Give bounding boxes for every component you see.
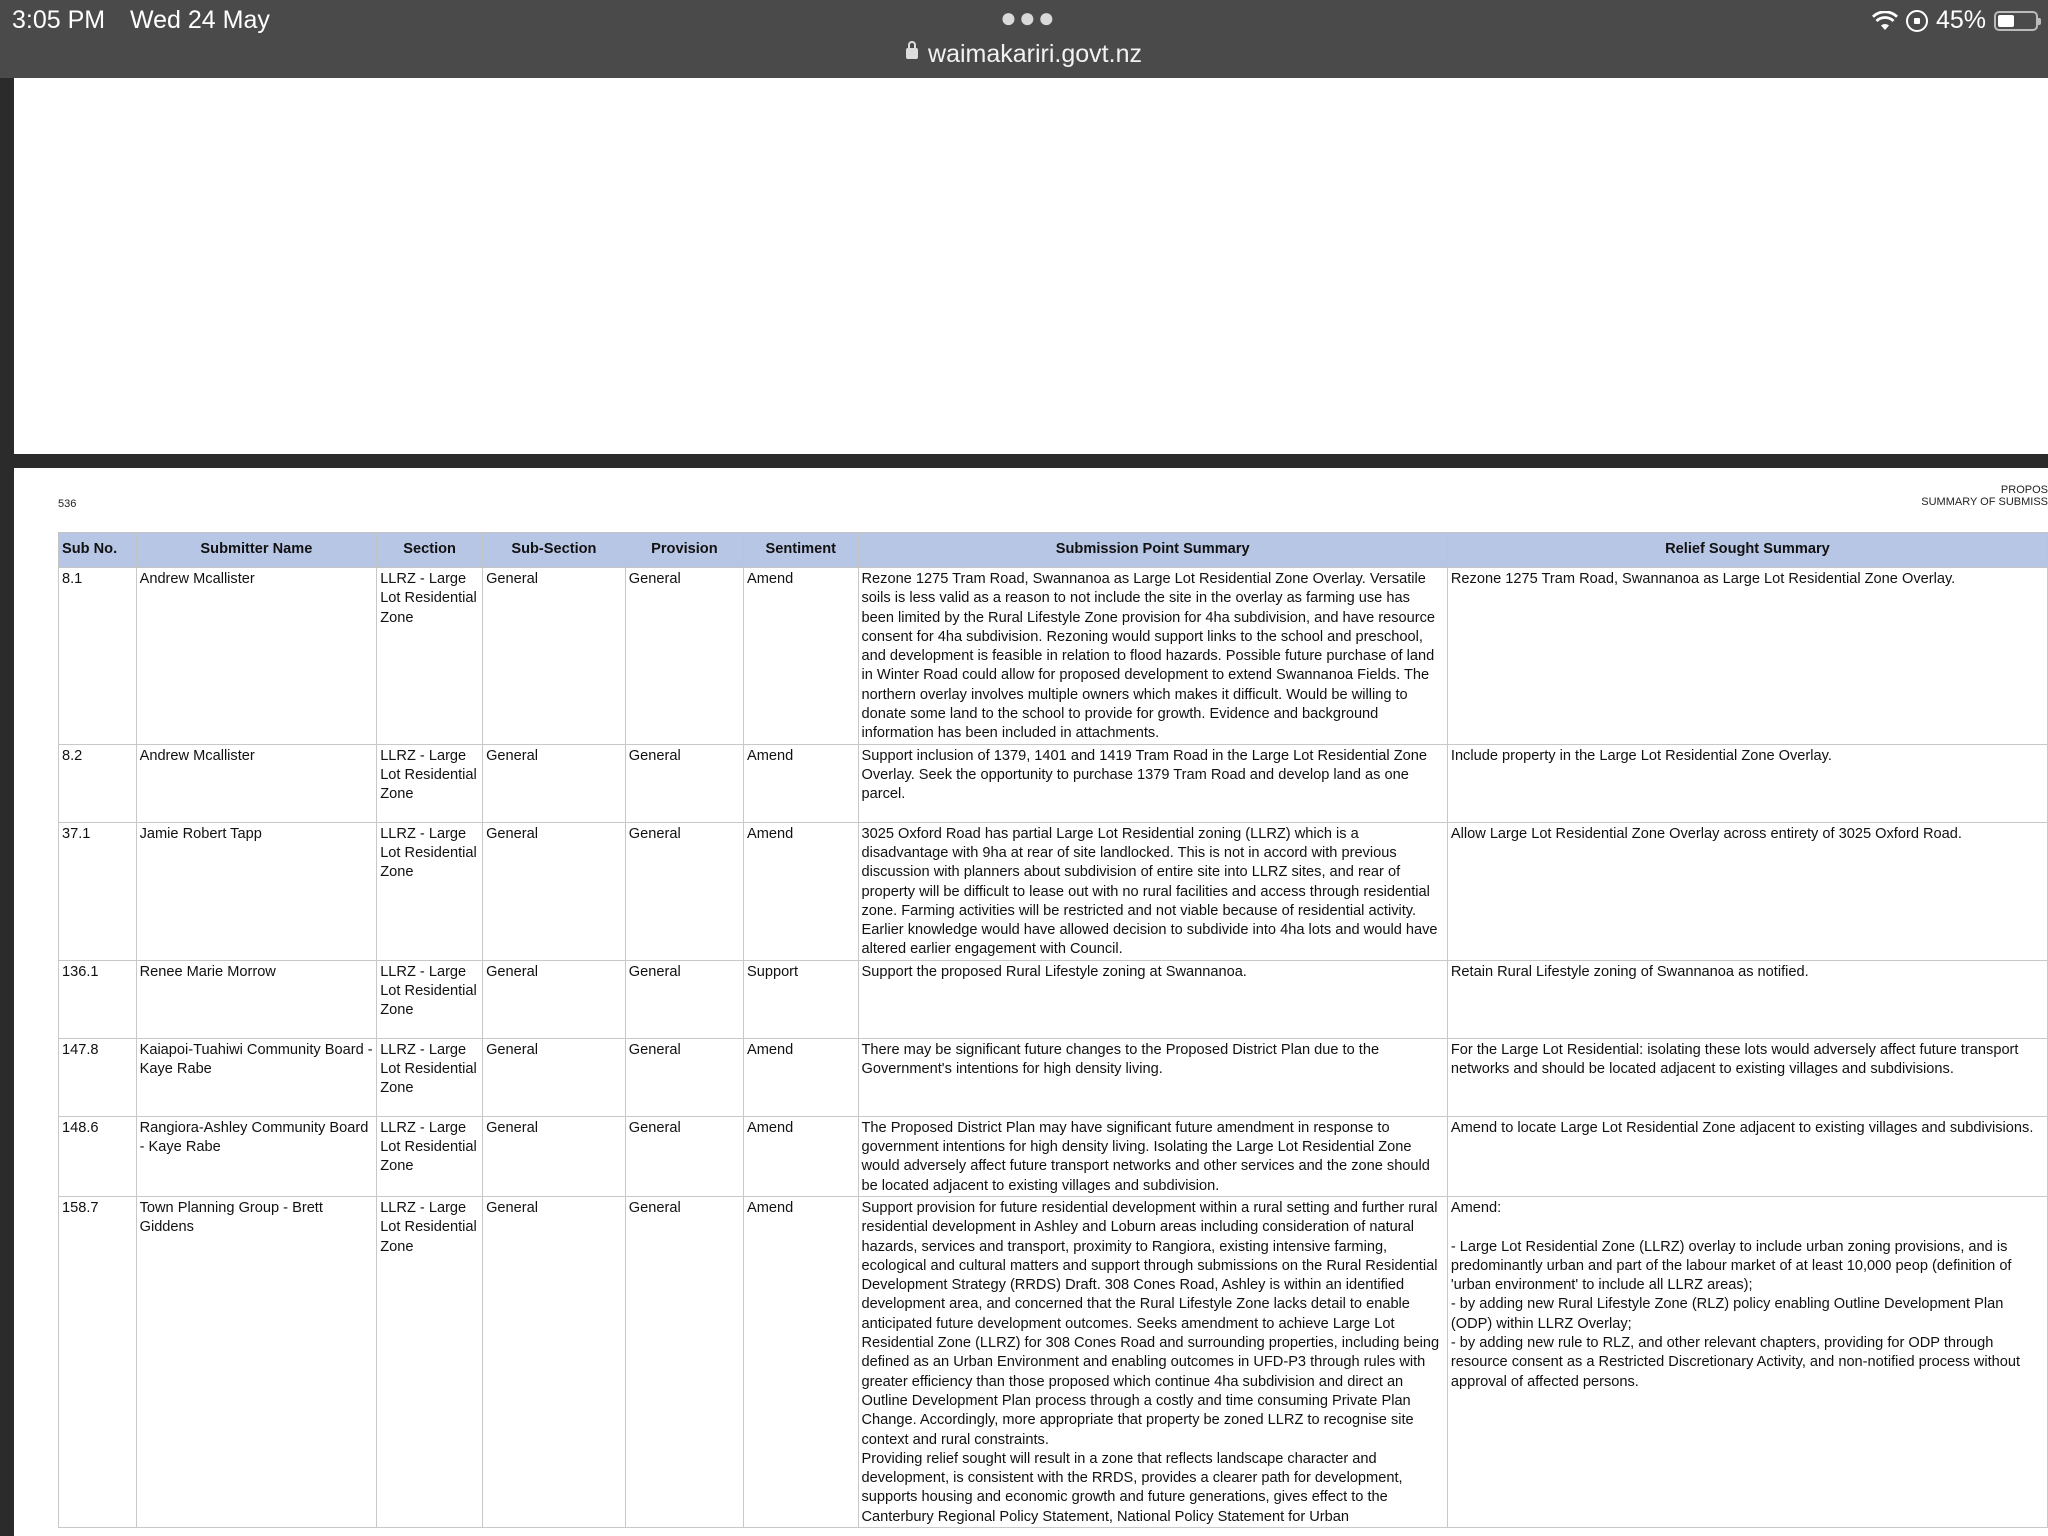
relief-summary: Amend to locate Large Lot Residential Zone adjacent to existing villages and subdivisions. bbox=[1447, 1116, 2047, 1196]
submission-summary: The Proposed District Plan may have significant future amendment in response to government intentions for high density living. Isolating the Large Lot Residential Zone would adversely affect future transport networks and other services and the zone should be located adjacent to existing villages and subdivision. bbox=[858, 1116, 1447, 1196]
column-header: Relief Sought Summary bbox=[1447, 533, 2047, 568]
submission-summary: Support provision for future residential development within a rural setting and further rural residential development in Ashley and Loburn areas including consideration of natural hazards, services and transport, proximity to Rangiora, existing intensive farming, ecological and cultural matters and support through submissions on the Rural Residential Development Strategy (RRDS) Draft. 308 Cones Road, Ashley is within an identified development area, and concerned that the Rural Lifestyle Zone lacks detail to enable anticipated future development outcomes. Seeks amendment to achieve Large Lot Residential Zone (LLRZ) for 308 Cones Road and surrounding properties, including being defined as an Urban Environment and enabling outcomes in UFD-P3 through rules with greater efficiency than those proposed which continue 4ha subdivision and direct an Outline Development Plan process through a costly and time consuming Private Plan Change. Accordingly, more appropriate that property be zoned LLRZ to recognise site context and rural constraints. Providing relief sought will result in a zone that reflects landscape character and development, is consistent with the RRDS, provides a clearer path for development, supports housing and economic growth and future generations, gives effect to the Canterbury Regional Policy Statement, National Policy Statement for Urban bbox=[858, 1196, 1447, 1527]
document-page bbox=[14, 468, 2048, 1536]
battery-fill bbox=[1998, 15, 2014, 27]
page-number: 536 bbox=[58, 498, 77, 510]
wifi-icon bbox=[1872, 11, 1898, 31]
column-header: Sub No. bbox=[59, 533, 137, 568]
relief-summary: Allow Large Lot Residential Zone Overlay across entirety of 3025 Oxford Road. bbox=[1447, 822, 2047, 960]
table-row bbox=[59, 1116, 2048, 1196]
column-header: Provision bbox=[625, 533, 743, 568]
sub-no: 148.6 bbox=[59, 1116, 137, 1196]
page-header-line2: SUMMARY OF SUBMISS bbox=[1921, 496, 2048, 508]
sub-no: 147.8 bbox=[59, 1038, 137, 1116]
sentiment: Amend bbox=[743, 568, 858, 745]
table-row bbox=[59, 1196, 2048, 1527]
sub-section: General bbox=[483, 568, 626, 745]
battery-percent: 45% bbox=[1935, 6, 1986, 34]
sub-section: General bbox=[483, 1038, 626, 1116]
column-header: Submitter Name bbox=[136, 533, 377, 568]
battery-icon bbox=[1994, 11, 2038, 31]
provision: General bbox=[625, 1116, 743, 1196]
sentiment: Amend bbox=[743, 1196, 858, 1527]
status-date: Wed 24 May bbox=[130, 6, 270, 34]
table-header-row bbox=[59, 533, 2048, 568]
sentiment: Support bbox=[743, 960, 858, 1038]
status-time: 3:05 PM bbox=[12, 6, 106, 34]
submissions-table bbox=[58, 532, 2048, 1528]
section: LLRZ - Large Lot Residential Zone bbox=[377, 1116, 483, 1196]
sub-no: 8.2 bbox=[59, 744, 137, 822]
relief-summary: Retain Rural Lifestyle zoning of Swannanoa as notified. bbox=[1447, 960, 2047, 1038]
status-right bbox=[1872, 6, 2038, 35]
sub-section: General bbox=[483, 960, 626, 1038]
sub-no: 136.1 bbox=[59, 960, 137, 1038]
table-row bbox=[59, 960, 2048, 1038]
relief-summary: For the Large Lot Residential: isolating these lots would adversely affect future transport networks and should be located adjacent to existing villages and subdivisions. bbox=[1447, 1038, 2047, 1116]
submission-summary: Rezone 1275 Tram Road, Swannanoa as Large Lot Residential Zone Overlay. Versatile soils is less valid as a reason to not include the site in the overlay as farming use has been limited by the Rural Lifestyle Zone provision for 4ha subdivision, and have resource consent for 4ha subdivision. Rezoning would support links to the school and preschool, and development is feasible in relation to flood hazards. Possible future purchase of land in Winter Road could allow for proposed development to extend Swannanoa Fields. The northern overlay involves multiple owners which makes it difficult. Would be willing to donate some land to the school to provide for growth. Evidence and background information has been included in attachments. bbox=[858, 568, 1447, 745]
section: LLRZ - Large Lot Residential Zone bbox=[377, 960, 483, 1038]
previous-page bbox=[14, 78, 2048, 454]
sentiment: Amend bbox=[743, 822, 858, 960]
sentiment: Amend bbox=[743, 1038, 858, 1116]
url-text: waimakariri.govt.nz bbox=[928, 40, 1142, 68]
column-header: Sub-Section bbox=[483, 533, 626, 568]
section: LLRZ - Large Lot Residential Zone bbox=[377, 1196, 483, 1527]
page-header-line1: PROPOS bbox=[2000, 484, 2048, 496]
provision: General bbox=[625, 744, 743, 822]
sentiment: Amend bbox=[743, 744, 858, 822]
rotation-lock-icon bbox=[1906, 10, 1928, 32]
column-header: Section bbox=[377, 533, 483, 568]
page-header bbox=[1921, 484, 2048, 508]
relief-summary: Include property in the Large Lot Residential Zone Overlay. bbox=[1447, 744, 2047, 822]
provision: General bbox=[625, 568, 743, 745]
sub-no: 158.7 bbox=[59, 1196, 137, 1527]
sub-section: General bbox=[483, 1116, 626, 1196]
table-row bbox=[59, 822, 2048, 960]
provision: General bbox=[625, 822, 743, 960]
table-row bbox=[59, 744, 2048, 822]
column-header: Submission Point Summary bbox=[858, 533, 1447, 568]
section: LLRZ - Large Lot Residential Zone bbox=[377, 1038, 483, 1116]
provision: General bbox=[625, 960, 743, 1038]
sub-no: 8.1 bbox=[59, 568, 137, 745]
relief-summary: Rezone 1275 Tram Road, Swannanoa as Large Lot Residential Zone Overlay. bbox=[1447, 568, 2047, 745]
more-dots-icon[interactable]: ●●● bbox=[1000, 2, 1057, 33]
status-bar bbox=[0, 0, 2048, 78]
provision: General bbox=[625, 1196, 743, 1527]
submitter-name: Kaiapoi-Tuahiwi Community Board - Kaye Rabe bbox=[136, 1038, 377, 1116]
sub-section: General bbox=[483, 1196, 626, 1527]
submitter-name: Town Planning Group - Brett Giddens bbox=[136, 1196, 377, 1527]
submitter-name: Andrew Mcallister bbox=[136, 744, 377, 822]
lock-icon bbox=[906, 48, 918, 59]
column-header: Sentiment bbox=[743, 533, 858, 568]
sub-section: General bbox=[483, 822, 626, 960]
submitter-name: Jamie Robert Tapp bbox=[136, 822, 377, 960]
sub-no: 37.1 bbox=[59, 822, 137, 960]
section: LLRZ - Large Lot Residential Zone bbox=[377, 744, 483, 822]
relief-summary: Amend: - Large Lot Residential Zone (LLRZ) overlay to include urban zoning provisions, and is predominantly urban and part of the labour market of at least 10,000 peop (definition of 'urban environment' to include all LLRZ areas); - by adding new Rural Lifestyle Zone (RLZ) policy enabling Outline Development Plan (ODP) within LLRZ Overlay; - by adding new rule to RLZ, and other relevant chapters, providing for ODP through resource consent as a Restricted Discretionary Activity, and non-notified process without approval of affected persons. bbox=[1447, 1196, 2047, 1527]
table-row bbox=[59, 568, 2048, 745]
submitter-name: Rangiora-Ashley Community Board - Kaye Rabe bbox=[136, 1116, 377, 1196]
address-bar[interactable] bbox=[0, 40, 2048, 69]
submission-summary: There may be significant future changes to the Proposed District Plan due to the Government's intentions for high density living. bbox=[858, 1038, 1447, 1116]
submitter-name: Renee Marie Morrow bbox=[136, 960, 377, 1038]
submission-summary: Support inclusion of 1379, 1401 and 1419 Tram Road in the Large Lot Residential Zone Overlay. Seek the opportunity to purchase 1379 Tram Road and develop land as one parcel. bbox=[858, 744, 1447, 822]
provision: General bbox=[625, 1038, 743, 1116]
section: LLRZ - Large Lot Residential Zone bbox=[377, 822, 483, 960]
section: LLRZ - Large Lot Residential Zone bbox=[377, 568, 483, 745]
sub-section: General bbox=[483, 744, 626, 822]
table-row bbox=[59, 1038, 2048, 1116]
sentiment: Amend bbox=[743, 1116, 858, 1196]
submission-summary: Support the proposed Rural Lifestyle zoning at Swannanoa. bbox=[858, 960, 1447, 1038]
submission-summary: 3025 Oxford Road has partial Large Lot Residential zoning (LLRZ) which is a disadvantage with 9ha at rear of site landlocked. This is not in accord with previous discussion with planners about subdivision of entire site into LLRZ sites, and rear of property will be difficult to lease out with no rural facilities and access through residential zone. Farming activities will be restricted and not viable because of residential activity. Earlier knowledge would have allowed decision to subdivide into 4ha lots and would have altered earlier engagement with Council. bbox=[858, 822, 1447, 960]
submitter-name: Andrew Mcallister bbox=[136, 568, 377, 745]
